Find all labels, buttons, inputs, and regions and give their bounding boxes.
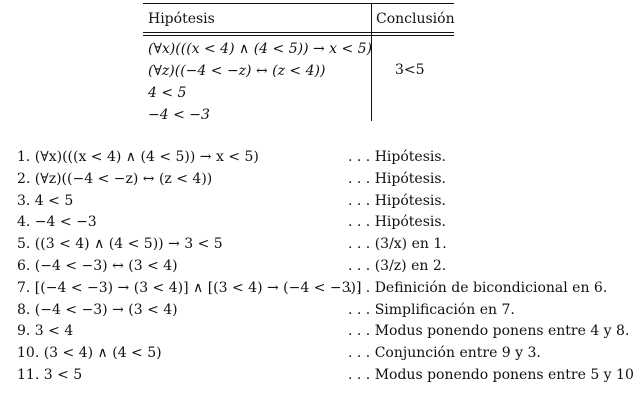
step-formula: 11. 3 < 5 <box>17 366 83 383</box>
step-formula: 1. (∀x)(((x < 4) ∧ (4 < 5)) → x < 5) <box>17 149 259 165</box>
proof-step <box>17 234 600 256</box>
proof-step <box>17 278 608 300</box>
hypotheses-table <box>143 3 454 121</box>
step-formula: 3. 4 < 5 <box>17 192 74 209</box>
step-formula: 2. (∀z)((−4 < −z) ↔ (z < 4)) <box>17 170 213 187</box>
step-justification: . . . Conjunción entre 9 y 3. <box>348 345 541 362</box>
conclusion-value: 3<5 <box>395 62 425 78</box>
proof-step <box>17 212 600 234</box>
table-top-rule <box>143 3 454 4</box>
hypotheses-list <box>148 38 372 126</box>
derivation-steps <box>17 147 634 387</box>
proof-step <box>17 169 600 191</box>
step-justification: . . . Hipótesis. <box>348 170 446 187</box>
step-formula: 9. 3 < 4 <box>17 323 74 340</box>
hypothesis-item: −4 < −3 <box>148 107 210 123</box>
table-header-rule <box>143 32 454 36</box>
hypothesis-item: (∀z)((−4 < −z) ↔ (z < 4)) <box>148 63 326 79</box>
step-formula: 5. ((3 < 4) ∧ (4 < 5)) → 3 < 5 <box>17 236 223 253</box>
step-formula: 6. (−4 < −3) ↔ (3 < 4) <box>17 257 178 274</box>
step-justification: . . . (3/x) en 1. <box>348 236 447 253</box>
step-justification: . . . (3/z) en 2. <box>348 257 447 274</box>
step-formula: 4. −4 < −3 <box>17 214 97 231</box>
proof-step <box>17 300 600 322</box>
proof-step <box>17 321 630 343</box>
proof-step <box>17 147 600 169</box>
step-justification: . . . Hipótesis. <box>348 149 446 165</box>
step-formula: 8. (−4 < −3) → (3 < 4) <box>17 301 178 318</box>
proof-step <box>17 191 600 213</box>
hypothesis-item: (∀x)(((x < 4) ∧ (4 < 5)) → x < 5) <box>148 41 373 57</box>
step-formula: 7. [(−4 < −3) → (3 < 4)] ∧ [(3 < 4) → (−4 < −3)] <box>17 279 362 296</box>
step-justification: . . . Modus ponendo ponens entre 4 y 8. <box>348 323 630 340</box>
hypothesis-item: 4 < 5 <box>148 85 187 101</box>
step-justification: . . . Hipótesis. <box>348 214 446 231</box>
conclusion-header: Conclusión <box>376 11 455 27</box>
proof-step <box>17 365 634 387</box>
proof-step <box>17 256 600 278</box>
step-formula: 10. (3 < 4) ∧ (4 < 5) <box>17 345 162 362</box>
step-justification: . . . Simplificación en 7. <box>348 301 515 318</box>
step-justification: . . . Definición de bicondicional en 6. <box>348 279 608 296</box>
step-justification: . . . Modus ponendo ponens entre 5 y 10 <box>348 366 634 383</box>
hypotesis-header: Hipótesis <box>148 11 215 27</box>
step-justification: . . . Hipótesis. <box>348 192 446 209</box>
proof-step <box>17 343 600 365</box>
